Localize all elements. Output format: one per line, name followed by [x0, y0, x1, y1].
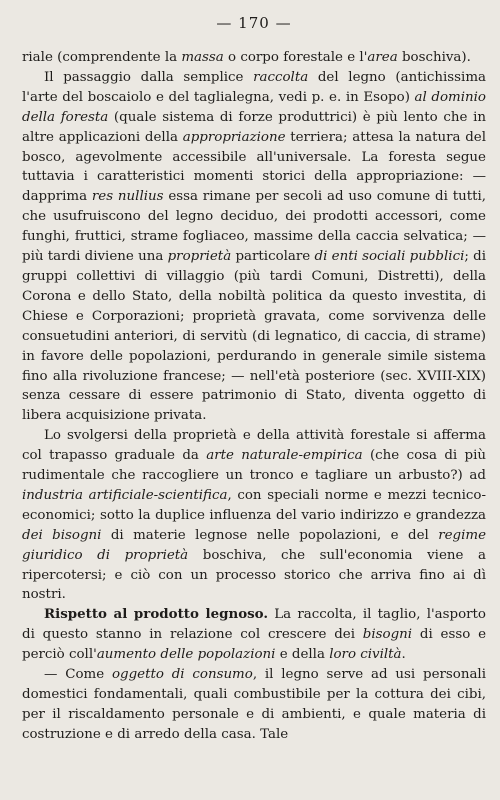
- text-run: o corpo forestale e l': [223, 50, 368, 65]
- text-run: di materie legnose nelle popolazioni, e del: [101, 527, 439, 543]
- text-run: .: [401, 647, 406, 663]
- text-run: Lo svolgersi della proprietà e della attività forestale si afferma col trapasso graduale da: [22, 428, 486, 464]
- text-run: La raccolta, il taglio, l'asporto di questo stanno in relazione col crescere dei: [22, 607, 486, 643]
- text-run: di esso e perciò coll': [22, 627, 487, 663]
- text-run: ; di gruppi collettivi di villaggio (più tardi Comuni, Distretti), della Corona e dello Stato, della nobiltà politica da questo investita, di Chiese e Corporazioni; proprietà gravata, come sorvivenza delle consuetudini anteriori, di servitù (di legnatico, di caccia, di strame) in favore delle popolazioni, perdurando in generale simile sistema fino alla rivoluzione francese; — nell'età posteriore (sec. XVIII-XIX) senza cessare di essere patrimonio di Stato, diventa oggetto di libera acquisizione privata.: [22, 249, 486, 424]
- text-run: boschiva).: [397, 50, 471, 65]
- text-run: boschiva, che sull'economia viene a ripercotersi; e ciò con un processo storico che arriva fino ai dì nostri.: [22, 547, 486, 603]
- emphasis-text: proprietà: [167, 249, 232, 265]
- paragraph: [22, 605, 486, 665]
- emphasis-text: res nullius: [91, 189, 164, 205]
- paragraph: [22, 426, 486, 605]
- emphasis-text: appropriazione: [182, 129, 286, 145]
- section-heading: Rispetto al prodotto legnoso.: [44, 606, 269, 623]
- text-run: , il legno serve ad usi personali domestici fondamentali, quali combustibile per la cottura dei cibi, per il riscaldamento personale e di ambienti, e quale materia di costruzione e di arredo della casa. Tale: [22, 667, 486, 742]
- emphasis-text: raccolta: [253, 69, 309, 85]
- paragraph: [22, 68, 486, 426]
- emphasis-text: area: [367, 50, 398, 65]
- text-run: del legno (antichissima l'arte del boscaiolo e del taglialegna, vedi p. e. in Esopo): [22, 69, 487, 105]
- text-run: (che cosa di più rudimentale che raccogliere un tronco e tagliare un arbusto?) ad: [22, 448, 486, 484]
- emphasis-text: aumento delle popolazioni: [96, 647, 276, 663]
- emphasis-text: regime giuridico di proprietà: [22, 527, 486, 563]
- text-run: terriera; attesa la natura del bosco, agevolmente accessibile all'universale. La foresta segue tuttavia i caratteristici momenti storici della appropriazione: — dapprima: [22, 129, 486, 205]
- emphasis-text: massa: [181, 50, 224, 65]
- emphasis-text: arte naturale-empirica: [206, 448, 363, 464]
- emphasis-text: di enti sociali pubblici: [314, 249, 465, 265]
- text-run: essa rimane per secoli ad uso comune di tutti, che usufruiscono del legno deciduo, dei prodotti accessori, come funghi, fruttici, strame fogliaceo, massime della caccia selvatica; — più tardi diviene una: [22, 189, 487, 265]
- text-run: — Come: [44, 667, 112, 683]
- paragraph: [22, 48, 486, 68]
- emphasis-text: loro civiltà: [329, 647, 402, 663]
- text-run: Il passaggio dalla semplice: [44, 69, 254, 85]
- emphasis-text: industria artificiale-scientifica: [22, 487, 228, 503]
- emphasis-text: oggetto di consumo: [111, 667, 253, 683]
- emphasis-text: al dominio della foresta: [22, 89, 486, 125]
- emphasis-text: dei bisogni: [22, 527, 102, 543]
- text-run: , con speciali norme e mezzi tecnico-economici; sotto la duplice influenza del vario indirizzo e grandezza: [22, 487, 486, 523]
- text-run: (quale sistema di forze produttrici) è più lento che in altre applicazioni della: [22, 109, 486, 145]
- page-number: — 170 —: [216, 14, 292, 32]
- text-run: e della: [275, 647, 330, 663]
- text-run: particolare: [231, 249, 315, 265]
- paragraph: [22, 665, 486, 745]
- body-text: [22, 48, 486, 745]
- text-run: riale (comprendente la: [22, 50, 182, 65]
- emphasis-text: bisogni: [362, 627, 413, 643]
